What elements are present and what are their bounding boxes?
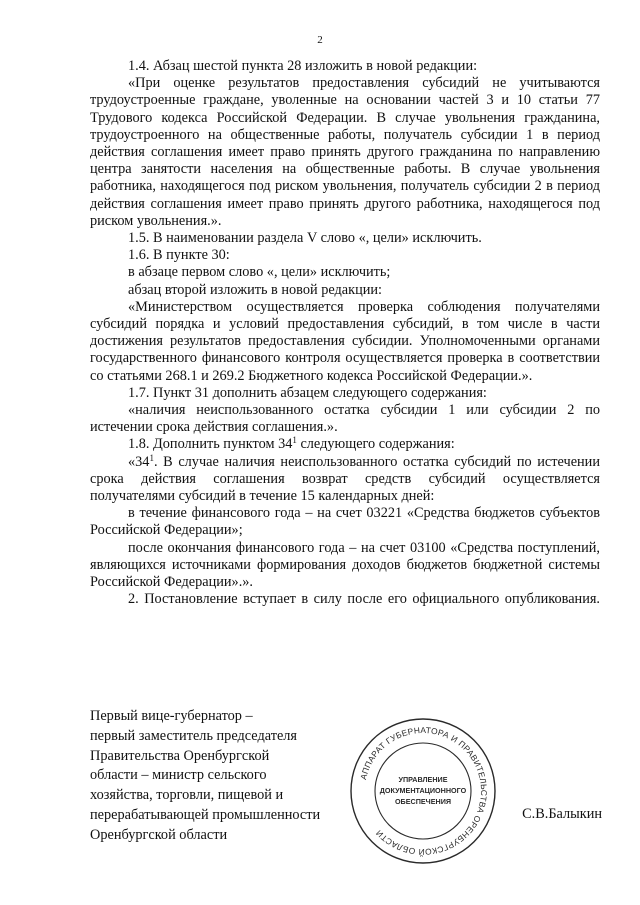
- paragraph-2-effective: 2. Постановление вступает в силу после его официального опубликования.: [128, 591, 600, 608]
- paragraph-1-6: 1.6. В пункте 30:: [128, 247, 230, 264]
- paragraph-1-8-text: 1.8. Дополнить пунктом 34: [128, 436, 293, 453]
- signatory-title: [90, 707, 340, 846]
- document-body: [90, 58, 600, 609]
- paragraph-30-first: в абзаце первом слово «, цели» исключить;: [128, 264, 391, 281]
- paragraph-quote-31: «наличия неиспользованного остатка субсидии 1 или субсидии 2 по истечении срока действия соглашения.».: [90, 402, 600, 436]
- paragraph-account-03100: после окончания финансового года – на счет 03100 «Средства поступлений, являющихся источниками формирования доходов бюджетов бюджетной системы Российской Федерации».».: [90, 539, 600, 591]
- paragraph-quote-28: «При оценке результатов предоставления субсидий не учитываются трудоустроенные граждане, уволенные на основании частей 3 и 10 статьи 77 Трудового кодекса Российской Федерации. В случае увольнения гражданина, трудоустроенного на общественные работы, получатель субсидии 1 в период действия соглашения имеет право принять другого гражданина по направлению центра занятости населения на общественные работы. В случае увольнения работника, находящегося под риском увольнения, получатель субсидии 2 в период действия соглашения имеет право принять другого работника, находящегося под риском увольнения.».: [90, 75, 600, 229]
- paragraph-1-4: 1.4. Абзац шестой пункта 28 изложить в новой редакции:: [128, 58, 478, 74]
- signatory-title-line: первый заместитель председателя: [90, 727, 297, 744]
- signatory-title-line: хозяйства, торговли, пищевой и: [90, 787, 284, 804]
- stamp-center-line: УПРАВЛЕНИЕ: [398, 775, 448, 784]
- paragraph-quote-34-1: [90, 454, 600, 506]
- paragraph-34-1-number: «34: [128, 453, 150, 470]
- signatory-title-line: области – министр сельского: [90, 767, 267, 784]
- signatory-title-line: Правительства Оренбургской: [90, 747, 270, 764]
- superscript: 1: [149, 452, 154, 463]
- signatory-title-line: Первый вице-губернатор –: [90, 708, 253, 724]
- stamp-center-line: ОБЕСПЕЧЕНИЯ: [394, 797, 452, 806]
- signatory-name: С.В.Балыкин: [522, 806, 602, 822]
- paragraph-account-03221: в течение финансового года – на счет 03221 «Средства бюджетов субъектов Российской Федерации»;: [90, 505, 600, 539]
- official-stamp: [348, 716, 498, 866]
- paragraph-1-8-tail: следующего содержания:: [296, 436, 455, 453]
- page-number: 2: [317, 34, 323, 46]
- paragraph-1-5: 1.5. В наименовании раздела V слово «, цели» исключить.: [128, 230, 482, 247]
- signatory-title-line: Оренбургской области: [90, 826, 228, 843]
- paragraph-34-1-text: . В случае наличия неиспользованного остатка субсидий по истечении срока действия соглашения возврат средств субсидий осуществляется получателями субсидий в течение 15 календарных дней:: [90, 453, 600, 505]
- paragraph-quote-30: «Министерством осуществляется проверка соблюдения получателями субсидий порядка и условий предоставления субсидий, в том числе в части достижения результатов предоставления субсидии. Уполномоченными органами государственного финансового контроля осуществляется проверка в соответствии со статьями 268.1 и 269.2 Бюджетного кодекса Российской Федерации.».: [90, 298, 600, 384]
- stamp-ring-path-text: АППАРАТ ГУБЕРНАТОРА И ПРАВИТЕЛЬСТВА ОРЕНБУРГСКОЙ ОБЛАСТИ: [358, 724, 490, 858]
- paragraph-30-second: абзац второй изложить в новой редакции:: [128, 281, 383, 298]
- superscript: 1: [292, 435, 297, 446]
- signatory-title-line: перерабатывающей промышленности: [90, 806, 321, 823]
- paragraph-1-7: 1.7. Пункт 31 дополнить абзацем следующего содержания:: [128, 384, 487, 401]
- paragraph-1-8: [90, 436, 600, 453]
- stamp-center-line: ДОКУМЕНТАЦИОННОГО: [379, 786, 467, 795]
